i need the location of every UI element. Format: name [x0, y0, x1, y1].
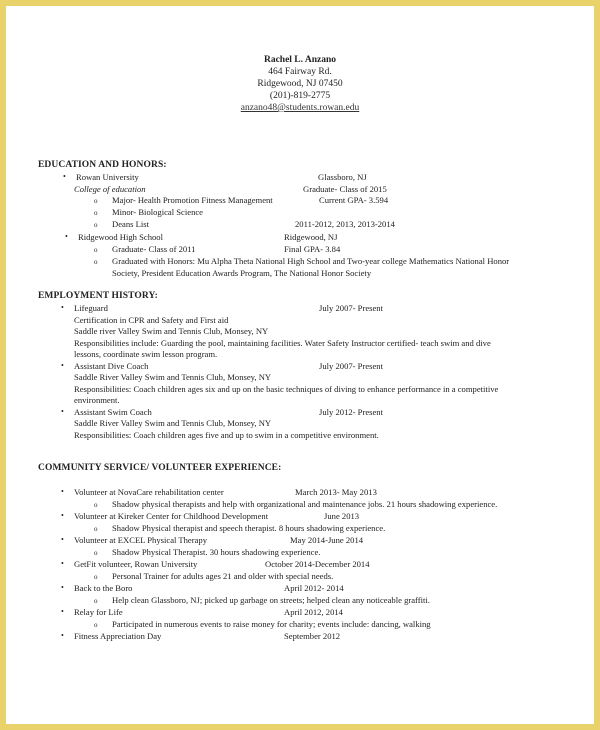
job1-line: lessons, coordinate swim lesson program.: [74, 349, 218, 359]
community-item: • Volunteer at NovaCare rehabilitation center: [74, 487, 224, 497]
job3-date: July 2012- Present: [319, 407, 383, 417]
job1-title: • Lifeguard: [74, 303, 108, 313]
job2-title: • Assistant Dive Coach: [74, 361, 148, 371]
edu-gpa: Current GPA- 3.594: [319, 195, 389, 205]
job1-line: Responsibilities include: Guarding the pool, maintaining facilities. Water Safety Instructor certified- teach swim and dive: [74, 338, 491, 348]
contact-header: [6, 54, 594, 114]
job3-title: • Assistant Swim Coach: [74, 407, 152, 417]
job3-line: Responsibilities: Coach children ages five and up to swim in a competitive environment.: [74, 430, 379, 440]
community-sub: o Help clean Glassboro, NJ; picked up garbage on streets; helped clean any noticeable graffiti.: [112, 595, 430, 605]
phone: (201)-819-2775: [269, 91, 331, 101]
job2-line: environment.: [74, 395, 120, 405]
edu-grad: Graduate- Class of 2015: [303, 184, 387, 194]
community-item: • Volunteer at EXCEL Physical Therapy: [74, 535, 207, 545]
community-sub: o Shadow physical therapists and help with organizational and maintenance jobs. 21 hours shadowing experience.: [112, 499, 497, 509]
community-sub: o Participated in numerous events to raise money for charity; events include: dancing, walking: [112, 619, 431, 629]
community-item: • Volunteer at Kireker Center for Childhood Development: [74, 511, 268, 521]
edu-deans-years: 2011-2012, 2013, 2013-2014: [295, 219, 395, 229]
employment-heading: EMPLOYMENT HISTORY:: [38, 291, 158, 301]
community-date: April 2012, 2014: [284, 607, 343, 617]
community-date: October 2014-December 2014: [265, 559, 370, 569]
job1-date: July 2007- Present: [319, 303, 383, 313]
job2-line: Responsibilities: Coach children ages six and up on the basic techniques of diving to enhance performance in a competitive: [74, 384, 499, 394]
community-sub: o Shadow Physical Therapist. 30 hours shadowing experience.: [112, 547, 320, 557]
community-date: April 2012- 2014: [284, 583, 344, 593]
community-date: September 2012: [284, 631, 341, 641]
address-line-1: 464 Fairway Rd.: [268, 67, 332, 77]
edu-honors: o Graduated with Honors: Mu Alpha Theta National High School and Two-year college Mathematics National Honor: [112, 256, 509, 266]
job1-line: Certification in CPR and Safety and First aid: [74, 315, 229, 325]
edu-minor: o Minor- Biological Science: [112, 207, 203, 217]
community-item: • GetFit volunteer, Rowan University: [74, 559, 197, 569]
community-sub: o Shadow Physical therapist and speech therapist. 8 hours shadowing experience.: [112, 523, 385, 533]
edu-major: o Major- Health Promotion Fitness Management: [112, 195, 273, 205]
email-link[interactable]: anzano48@students.rowan.edu: [240, 103, 360, 113]
job1-line: Saddle river Valley Swim and Tennis Club, Monsey, NY: [74, 326, 269, 336]
community-sub: o Personal Trainer for adults ages 21 and older with special needs.: [112, 571, 333, 581]
resume-page: [6, 6, 594, 724]
edu-rowan-location: Glassboro, NJ: [318, 172, 367, 182]
community-date: May 2014-June 2014: [290, 535, 364, 545]
address-line-2: Ridgewood, NJ 07450: [257, 79, 343, 89]
candidate-name: Rachel L. Anzano: [263, 55, 337, 65]
job2-line: Saddle River Valley Swim and Tennis Club, Monsey, NY: [74, 372, 272, 382]
edu-deans: o Deans List: [112, 219, 149, 229]
edu-rowan: • Rowan University: [76, 172, 139, 182]
community-date: March 2013- May 2013: [295, 487, 377, 497]
community-heading: COMMUNITY SERVICE/ VOLUNTEER EXPERIENCE:: [38, 463, 282, 473]
edu-hs-grad: o Graduate- Class of 2011: [112, 244, 195, 254]
education-heading: EDUCATION AND HONORS:: [38, 160, 167, 170]
edu-highschool: • Ridgewood High School: [78, 232, 163, 242]
community-item: • Back to the Boro: [74, 583, 132, 593]
edu-college: College of education: [74, 184, 146, 194]
edu-hs-location: Ridgewood, NJ: [284, 232, 338, 242]
job3-line: Saddle River Valley Swim and Tennis Club, Monsey, NY: [74, 418, 272, 428]
community-item: • Relay for Life: [74, 607, 123, 617]
edu-hs-gpa: Final GPA- 3.84: [284, 244, 341, 254]
job2-date: July 2007- Present: [319, 361, 383, 371]
edu-honors-cont: Society, President Education Awards Program, The National Honor Society: [112, 268, 372, 278]
community-item: • Fitness Appreciation Day: [74, 631, 161, 641]
community-date: June 2013: [324, 511, 360, 521]
